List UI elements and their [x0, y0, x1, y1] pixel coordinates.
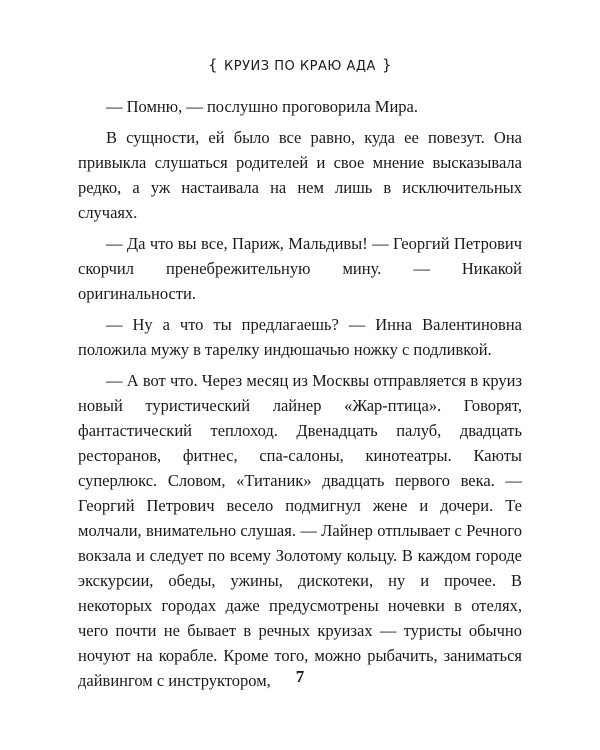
body-text: [78, 94, 522, 699]
paragraph-5: — А вот что. Через месяц из Москвы отправляется в круиз новый туристический лайнер «Жар-птица». Говорят, фантастический теплоход. Двенадцать палуб, двадцать ресторанов, фитнес, спа-салоны, кинотеатры. Каюты суперлюкс. Словом, «Титаник» двадцать первого века. — Георгий Петрович весело подмигнул жене и дочери. Те молчали, внимательно слушая. — Лайнер отплывает с Речного вокзала и следует по всему Золотому кольцу. В каждом городе экскурсии, обеды, ужины, дискотеки, ну и прочее. В некоторых городах даже предусмотрены ночевки в отелях, чего почти не бывает в речных круизах — туристы обычно ночуют на корабле. Кроме того, можно рыбачить, заниматься дайвингом с инструктором,: [78, 371, 522, 690]
left-brace: {: [208, 56, 219, 74]
paragraph-3: — Да что вы все, Париж, Мальдивы! — Георгий Петрович скорчил пренебрежительную мину. — Никакой оригинальности.: [78, 234, 522, 303]
page-number: 7: [295, 667, 305, 686]
paragraph-2: В сущности, ей было все равно, куда ее повезут. Она привыкла слушаться родителей и свое мнение высказывала редко, а уж настаивала на нем лишь в исключительных случаях.: [78, 128, 522, 222]
paragraph-1: — Помню, — послушно проговорила Мира.: [106, 97, 418, 116]
running-head: [0, 56, 600, 74]
right-brace: }: [381, 56, 392, 74]
paragraph-4: — Ну а что ты предлагаешь? — Инна Валентиновна положила мужу в тарелку индюшачью ножку с подливкой.: [78, 315, 522, 359]
running-head-title: КРУИЗ ПО КРАЮ АДА: [224, 59, 376, 74]
